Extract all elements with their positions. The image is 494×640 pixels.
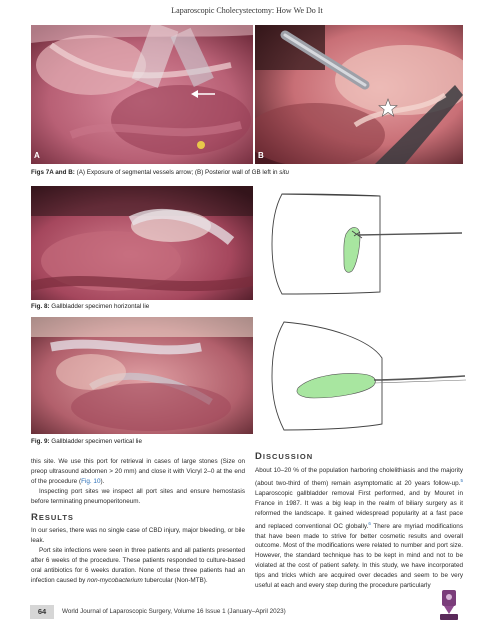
caption-italic: situ: [279, 169, 290, 176]
figure-9-caption: [31, 438, 142, 446]
figure-8-diagram: [270, 188, 470, 300]
arrow-icon: [191, 89, 217, 99]
figure-10-link[interactable]: Fig. 10: [81, 477, 101, 485]
caption-label: Fig. 9:: [31, 438, 50, 445]
results-heading: RESULTS: [31, 511, 74, 523]
figure-9-diagram: [270, 318, 470, 434]
paragraph: Inspecting port sites we inspect all port sites and ensure hemostasis before terminating pneumoperitoneum.: [31, 487, 245, 505]
caption-text: (A) Exposure of segmental vessels arrow; (B) Posterior wall of GB left in: [74, 169, 280, 176]
publisher-logo-icon: [438, 588, 460, 622]
caption-label: Fig. 8:: [31, 303, 50, 310]
paragraph: In our series, there was no single case of CBD injury, major bleeding, or bile leak.: [31, 527, 245, 545]
caption-text: Gallbladder specimen vertical lie: [49, 438, 142, 445]
journal-citation: World Journal of Laparoscopic Surgery, Volume 16 Issue 1 (January–April 2023): [62, 608, 286, 615]
left-column: [31, 457, 245, 586]
star-icon: [378, 98, 398, 118]
running-head: Laparoscopic Cholecystectomy: How We Do It: [171, 6, 323, 15]
figure-8-photo: [31, 186, 253, 300]
panel-label-a: A: [34, 151, 40, 160]
citation-6[interactable]: 6: [368, 520, 371, 526]
citation-5[interactable]: 5: [460, 477, 463, 483]
figure-7a-photo: [31, 25, 253, 164]
page-number: 64: [30, 605, 54, 619]
footer: [0, 600, 494, 628]
caption-label: Figs 7A and B:: [31, 169, 75, 176]
figure-7-caption: [31, 169, 289, 177]
panel-label-b: B: [258, 151, 264, 160]
paragraph: this site. We use this port for retrieval in cases of large stones (Size on preop ultrasound abdomen > 20 mm) and close it with Vicryl 2–0 at the end of the procedure (Fig. 10).: [31, 458, 245, 485]
caption-text: Gallbladder specimen horizontal lie: [49, 303, 150, 310]
figure-7b-photo: [255, 25, 463, 164]
figure-8-caption: [31, 303, 149, 311]
figure-9-photo: [31, 317, 253, 434]
paragraph: Port site infections were seen in three patients and all patients presented after 6 weeks of the procedure. These patients responded to culture-based oral antibiotics for 6 weeks duration. None of these three patients had an infection caused by non-mycobacterium tubercular (Non-MTB).: [31, 547, 245, 584]
right-column: [255, 452, 463, 591]
paragraph: About 10–20 % of the population harboring cholelithiasis and the majority (about two-third of them) remain asymptomatic at 20 years follow-up.$^5$ Laparoscopic gallbladder removal First performed, and by Mouret in France in 1987. It was a big leap in the realm of biliary surgery as it reformed the landscape. It gained widespread popularity at a fast pace and replaced conventional OC globally.$^6$ There are myriad modifications that have been made to strive for better cosmetic results and overall outcome. Most of the modifications were related to number and port size. However, the standard technique has to be kept in mind and not to be violated at the cost of patient safety. In this study, we have incorporated tips and tricks which are acquired over decades and seem to be very useful at each and every step during the procedure particularly: [255, 466, 463, 590]
discussion-heading: DISCUSSION: [255, 451, 314, 462]
